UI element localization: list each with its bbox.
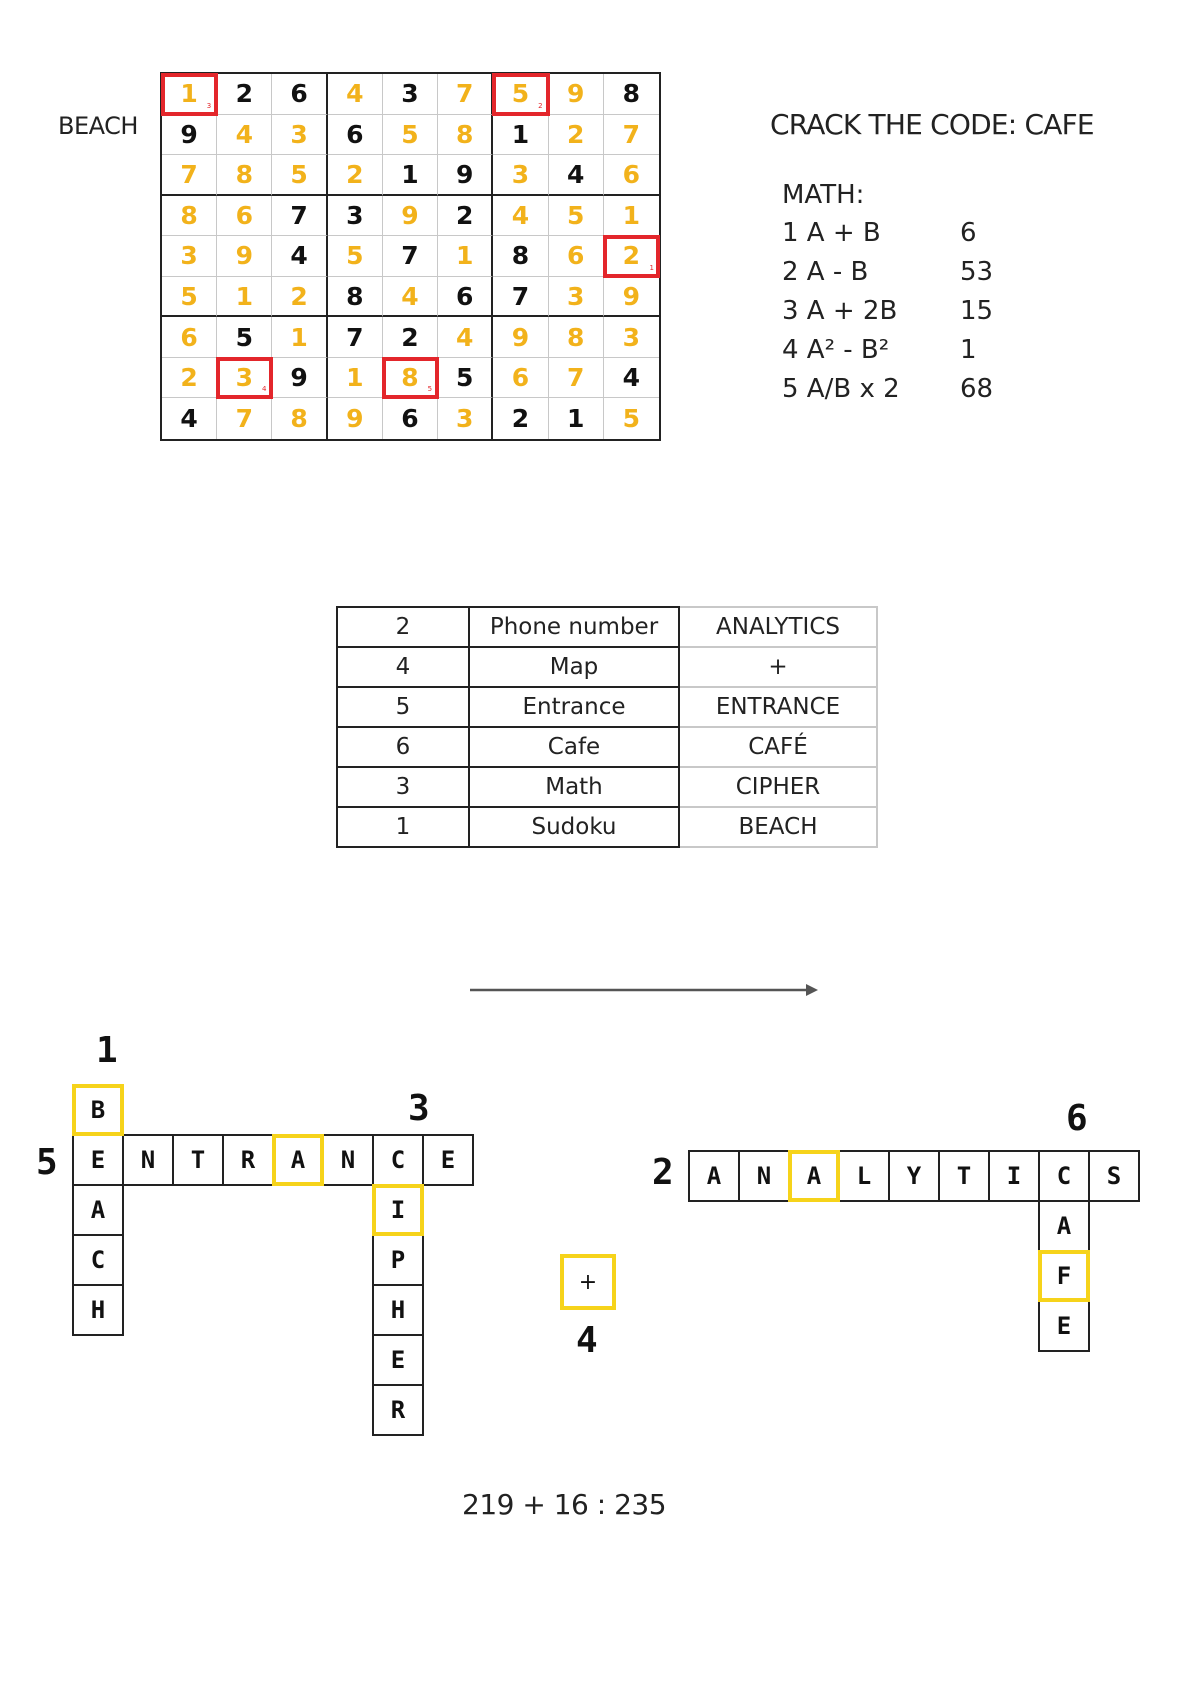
table-cell-clue: Phone number — [469, 607, 679, 647]
sudoku-digit: 4 — [290, 241, 308, 271]
sudoku-cell — [549, 236, 604, 277]
math-value: 15 — [960, 296, 994, 326]
sudoku-cell — [383, 74, 438, 115]
table-cell-number: 5 — [337, 687, 469, 727]
table-cell-answer: ANALYTICS — [679, 607, 877, 647]
sudoku-cell — [604, 196, 659, 237]
sudoku-cell — [604, 74, 659, 115]
sudoku-cell — [162, 236, 217, 277]
math-equation: 4 A² - B² — [782, 335, 890, 365]
sudoku-digit: 9 — [235, 241, 254, 271]
sudoku-digit: 8 — [346, 281, 364, 311]
math-equation: 5 A/B x 2 — [782, 374, 900, 404]
code-table — [336, 606, 878, 848]
sudoku-cell — [383, 155, 438, 196]
sudoku-digit: 9 — [456, 159, 474, 189]
sudoku-digit: 7 — [180, 159, 198, 189]
sudoku-cell — [438, 236, 493, 277]
sudoku-digit: 5 — [622, 404, 641, 434]
math-row — [782, 257, 1012, 296]
math-value: 53 — [960, 257, 994, 287]
crossword-cell-beach: B — [72, 1084, 124, 1136]
sudoku-digit: 1 — [346, 363, 364, 393]
sudoku-digit: 5 — [290, 159, 308, 189]
sum-equation: 219 + 16 : 235 — [462, 1488, 667, 1521]
sudoku-digit: 2 — [566, 119, 585, 149]
sudoku-mark-index: 5 — [427, 385, 433, 394]
sudoku-digit: 6 — [235, 200, 254, 230]
sudoku-cell — [438, 317, 493, 358]
crossword-cell-beach: H — [72, 1284, 124, 1336]
sudoku-digit: 4 — [566, 159, 585, 189]
sudoku-digit: 4 — [180, 404, 198, 434]
sudoku-digit: 1 — [180, 79, 198, 109]
table-cell-clue: Math — [469, 767, 679, 807]
sudoku-digit: 6 — [511, 363, 530, 393]
sudoku-digit: 5 — [180, 281, 198, 311]
sudoku-cell — [549, 277, 604, 318]
crossword-cell-analytics: N — [738, 1150, 790, 1202]
crossword-cell-cafe: E — [1038, 1300, 1090, 1352]
sudoku-cell — [604, 155, 659, 196]
table-cell-answer: + — [679, 647, 877, 687]
sudoku-cell — [383, 236, 438, 277]
math-equations — [782, 218, 1012, 413]
sudoku-grid — [160, 72, 661, 441]
clue-number-6: 6 — [1066, 1098, 1088, 1139]
table-row — [337, 607, 877, 647]
sudoku-digit: 8 — [401, 363, 419, 393]
math-title: MATH: — [782, 180, 865, 210]
math-value: 68 — [960, 374, 994, 404]
sudoku-cell — [328, 277, 383, 318]
sudoku-mark-index: 1 — [649, 263, 654, 272]
sudoku-digit: 9 — [511, 322, 530, 352]
sudoku-cell — [217, 358, 272, 399]
sudoku-mark-index: 2 — [538, 101, 543, 110]
sudoku-digit: 7 — [622, 119, 641, 149]
sudoku-digit: 6 — [290, 79, 308, 109]
table-cell-number: 4 — [337, 647, 469, 687]
sudoku-digit: 1 — [456, 241, 474, 271]
sudoku-cell — [438, 358, 493, 399]
clue-number-4: 4 — [576, 1320, 598, 1361]
sudoku-digit: 4 — [511, 200, 530, 230]
sudoku-digit: 3 — [290, 119, 308, 149]
sudoku-digit: 9 — [401, 200, 419, 230]
sudoku-cell — [604, 398, 659, 439]
table-row — [337, 647, 877, 687]
sudoku-digit: 5 — [401, 119, 419, 149]
sudoku-cell — [383, 317, 438, 358]
table-cell-number: 1 — [337, 807, 469, 847]
sudoku-cell — [438, 155, 493, 196]
sudoku-digit: 3 — [180, 241, 198, 271]
table-cell-number: 3 — [337, 767, 469, 807]
crack-the-code-title: CRACK THE CODE: CAFE — [770, 108, 1094, 141]
table-cell-number: 6 — [337, 727, 469, 767]
sudoku-cell — [272, 115, 327, 156]
sudoku-cell — [549, 317, 604, 358]
clue-number-5: 5 — [36, 1142, 58, 1183]
math-row — [782, 335, 1012, 374]
sudoku-digit: 3 — [235, 363, 254, 393]
crossword-cell-entrance: C — [372, 1134, 424, 1186]
math-row — [782, 218, 1012, 257]
sudoku-digit: 2 — [622, 241, 641, 271]
sudoku-cell — [549, 74, 604, 115]
crossword-cell-beach: C — [72, 1234, 124, 1286]
sudoku-cell — [438, 196, 493, 237]
crossword-cell-analytics: A — [788, 1150, 840, 1202]
table-row — [337, 727, 877, 767]
sudoku-cell — [272, 236, 327, 277]
sudoku-digit: 9 — [622, 281, 641, 311]
sudoku-cell — [217, 236, 272, 277]
sudoku-digit: 2 — [346, 159, 364, 189]
table-cell-number: 2 — [337, 607, 469, 647]
sudoku-digit: 6 — [401, 404, 419, 434]
sudoku-cell — [217, 398, 272, 439]
map-plus-box: + — [560, 1254, 616, 1310]
crossword-cell-entrance: E — [422, 1134, 474, 1186]
crossword-cell-beach: A — [72, 1184, 124, 1236]
sudoku-digit: 1 — [511, 119, 530, 149]
sudoku-digit: 5 — [456, 363, 474, 393]
sudoku-digit: 8 — [180, 200, 198, 230]
sudoku-cell — [328, 74, 383, 115]
clue-number-1: 1 — [96, 1030, 118, 1071]
sudoku-digit: 1 — [290, 322, 308, 352]
sudoku-digit: 4 — [456, 322, 474, 352]
crossword-cell-analytics: T — [938, 1150, 990, 1202]
sudoku-cell — [438, 398, 493, 439]
sudoku-cell — [493, 115, 548, 156]
sudoku-digit: 8 — [566, 322, 585, 352]
sudoku-cell — [162, 358, 217, 399]
math-row — [782, 374, 1012, 413]
sudoku-digit: 4 — [235, 119, 254, 149]
sudoku-cell — [328, 155, 383, 196]
crossword-cell-analytics: Y — [888, 1150, 940, 1202]
sudoku-cell — [272, 74, 327, 115]
sudoku-digit: 4 — [401, 281, 419, 311]
sudoku-digit: 7 — [401, 241, 419, 271]
sudoku-cell — [383, 398, 438, 439]
sudoku-cell — [383, 277, 438, 318]
table-cell-answer: ENTRANCE — [679, 687, 877, 727]
sudoku-digit: 1 — [235, 281, 254, 311]
sudoku-cell — [438, 74, 493, 115]
sudoku-digit: 7 — [511, 281, 530, 311]
sudoku-cell — [493, 398, 548, 439]
crossword-cell-entrance: N — [122, 1134, 174, 1186]
crossword-cell-entrance: R — [222, 1134, 274, 1186]
sudoku-digit: 8 — [622, 79, 641, 109]
sudoku-cell — [162, 196, 217, 237]
sudoku-digit: 3 — [346, 200, 364, 230]
sudoku-cell — [549, 358, 604, 399]
sudoku-digit: 1 — [622, 200, 641, 230]
sudoku-digit: 3 — [456, 404, 474, 434]
clue-number-2: 2 — [652, 1152, 674, 1193]
crossword-cell-analytics: I — [988, 1150, 1040, 1202]
crossword-cell-analytics: C — [1038, 1150, 1090, 1202]
sudoku-cell — [272, 317, 327, 358]
sudoku-digit: 9 — [290, 363, 308, 393]
math-row — [782, 296, 1012, 335]
sudoku-cell — [604, 115, 659, 156]
sudoku-digit: 2 — [290, 281, 308, 311]
sudoku-digit: 7 — [566, 363, 585, 393]
sudoku-cell — [272, 196, 327, 237]
math-value: 1 — [960, 335, 977, 365]
sudoku-digit: 4 — [346, 79, 364, 109]
sudoku-digit: 2 — [180, 363, 198, 393]
sudoku-cell — [438, 277, 493, 318]
crossword-cell-cipher: H — [372, 1284, 424, 1336]
table-row — [337, 767, 877, 807]
math-value: 6 — [960, 218, 977, 248]
sudoku-digit: 3 — [566, 281, 585, 311]
sudoku-digit: 2 — [511, 404, 530, 434]
sudoku-cell — [217, 317, 272, 358]
sudoku-cell — [493, 236, 548, 277]
sudoku-cell — [493, 196, 548, 237]
sudoku-cell — [604, 236, 659, 277]
math-equation: 3 A + 2B — [782, 296, 898, 326]
sudoku-cell — [328, 398, 383, 439]
table-row — [337, 807, 877, 847]
sudoku-digit: 1 — [566, 404, 585, 434]
sudoku-digit: 5 — [511, 79, 530, 109]
sudoku-cell — [604, 358, 659, 399]
sudoku-cell — [549, 115, 604, 156]
crossword-cell-cafe: F — [1038, 1250, 1090, 1302]
sudoku-cell — [217, 196, 272, 237]
sudoku-digit: 5 — [566, 200, 585, 230]
sudoku-cell — [162, 317, 217, 358]
crossword-cell-cipher: E — [372, 1334, 424, 1386]
sudoku-digit: 9 — [180, 119, 198, 149]
table-row — [337, 687, 877, 727]
sudoku-cell — [217, 277, 272, 318]
sudoku-cell — [493, 317, 548, 358]
sudoku-digit: 8 — [456, 119, 474, 149]
sudoku-cell — [493, 358, 548, 399]
crossword-cell-beach: E — [72, 1134, 124, 1186]
crossword-cell-analytics: A — [688, 1150, 740, 1202]
sudoku-cell — [328, 317, 383, 358]
sudoku-digit: 7 — [235, 404, 254, 434]
sudoku-cell — [272, 358, 327, 399]
sudoku-cell — [493, 277, 548, 318]
sudoku-cell — [162, 74, 217, 115]
sudoku-cell — [549, 155, 604, 196]
sudoku-mark-index: 3 — [206, 101, 212, 110]
sudoku-digit: 2 — [456, 200, 474, 230]
sudoku-cell — [162, 398, 217, 439]
sudoku-digit: 4 — [622, 363, 641, 393]
table-cell-clue: Entrance — [469, 687, 679, 727]
math-equation: 2 A - B — [782, 257, 869, 287]
sudoku-digit: 6 — [346, 119, 364, 149]
table-cell-answer: CIPHER — [679, 767, 877, 807]
sudoku-digit: 6 — [456, 281, 474, 311]
sudoku-digit: 6 — [622, 159, 641, 189]
sudoku-digit: 2 — [235, 79, 254, 109]
crossword-cell-entrance: A — [272, 1134, 324, 1186]
clue-number-3: 3 — [408, 1088, 430, 1129]
sudoku-digit: 7 — [456, 79, 474, 109]
sudoku-cell — [217, 74, 272, 115]
sudoku-digit: 3 — [401, 79, 419, 109]
table-cell-clue: Cafe — [469, 727, 679, 767]
sudoku-cell — [604, 317, 659, 358]
crossword-cell-entrance: T — [172, 1134, 224, 1186]
sudoku-mark-index: 4 — [261, 385, 267, 394]
crossword-cell-entrance: N — [322, 1134, 374, 1186]
sudoku-cell — [328, 236, 383, 277]
sudoku-cell — [328, 196, 383, 237]
sudoku-digit: 8 — [235, 159, 254, 189]
sudoku-cell — [328, 358, 383, 399]
sudoku-digit: 6 — [566, 241, 585, 271]
sudoku-digit: 8 — [290, 404, 308, 434]
sudoku-cell — [272, 398, 327, 439]
sudoku-cell — [217, 155, 272, 196]
sudoku-cell — [493, 155, 548, 196]
crossword-cell-analytics: L — [838, 1150, 890, 1202]
sudoku-digit: 5 — [235, 322, 254, 352]
sudoku-cell — [493, 74, 548, 115]
crossword-cell-analytics: S — [1088, 1150, 1140, 1202]
sudoku-digit: 5 — [346, 241, 364, 271]
sudoku-digit: 2 — [401, 322, 419, 352]
sudoku-cell — [328, 115, 383, 156]
table-cell-answer: CAFÉ — [679, 727, 877, 767]
table-cell-clue: Map — [469, 647, 679, 687]
sudoku-cell — [383, 196, 438, 237]
sudoku-digit: 7 — [290, 200, 308, 230]
sudoku-cell — [162, 277, 217, 318]
sudoku-label: BEACH — [58, 112, 138, 140]
sudoku-cell — [272, 155, 327, 196]
sudoku-digit: 3 — [511, 159, 530, 189]
sudoku-digit: 7 — [346, 322, 364, 352]
math-equation: 1 A + B — [782, 218, 881, 248]
sudoku-cell — [383, 115, 438, 156]
crossword-cell-cipher: I — [372, 1184, 424, 1236]
crossword-cell-cipher: P — [372, 1234, 424, 1286]
sudoku-cell — [383, 358, 438, 399]
table-cell-answer: BEACH — [679, 807, 877, 847]
arrow-right-icon — [470, 980, 820, 1000]
sudoku-cell — [217, 115, 272, 156]
sudoku-digit: 9 — [346, 404, 364, 434]
sudoku-digit: 3 — [622, 322, 641, 352]
sudoku-cell — [272, 277, 327, 318]
sudoku-digit: 1 — [401, 159, 419, 189]
sudoku-cell — [604, 277, 659, 318]
sudoku-cell — [549, 398, 604, 439]
sudoku-digit: 9 — [566, 79, 585, 109]
crossword-cell-cafe: A — [1038, 1200, 1090, 1252]
sudoku-digit: 6 — [180, 322, 198, 352]
sudoku-cell — [549, 196, 604, 237]
crossword-cell-cipher: R — [372, 1384, 424, 1436]
sudoku-cell — [162, 155, 217, 196]
table-cell-clue: Sudoku — [469, 807, 679, 847]
sudoku-digit: 8 — [511, 241, 530, 271]
sudoku-cell — [162, 115, 217, 156]
sudoku-cell — [438, 115, 493, 156]
